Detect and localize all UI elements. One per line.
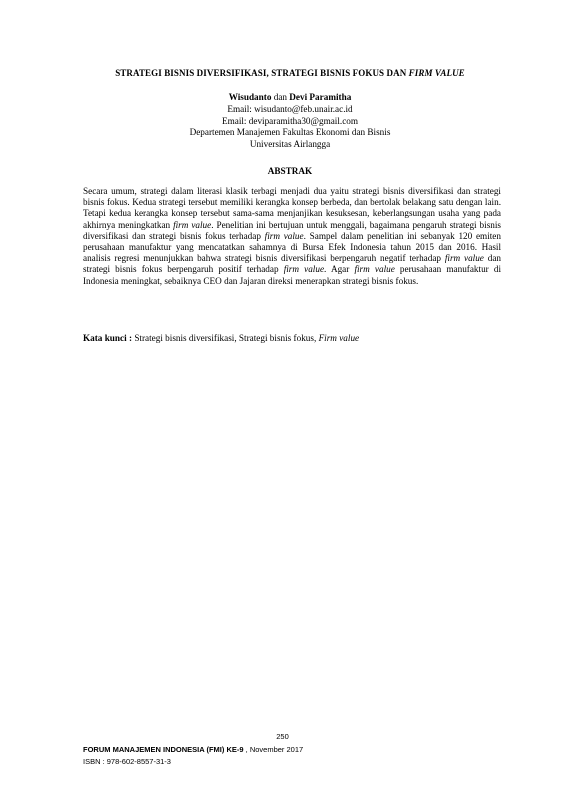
abstract-term-5: firm value	[354, 264, 395, 275]
affiliation-university: Universitas Airlangga	[249, 139, 331, 150]
abstract-text-6: perusahaan manufaktur di Indonesia meningkat, sebaiknya CEO dan Jajaran direksi menerapkan strategi bisnis fokus.	[83, 264, 501, 286]
abstract-body	[83, 186, 501, 287]
keywords-italic: Firm value	[318, 333, 360, 343]
footer-forum	[83, 744, 303, 756]
abstract-text-5: . Agar	[324, 264, 355, 275]
author-1: Wisudanto	[228, 92, 272, 102]
footer-forum-name: FORUM MANAJEMEN INDONESIA (FMI) KE-9	[83, 745, 244, 754]
abstract-text-3: . Sampel dalam penelitian ini sebanyak 120 emiten perusahaan manufaktur yang mencatatkan sahamnya di Bursa Efek Indonesia tahun 2015 dan 2016. Hasil analisis regresi menunjukkan bahwa strategi bisnis diversifikasi berpengaruh negatif terhadap	[83, 230, 501, 264]
abstract-text-1: Secara umum, strategi dalam literasi klasik terbagi menjadi dua yaitu strategi bisnis diversifikasi dan strategi bisnis fokus. Kedua strategi tersebut memiliki kerangka konsep berbeda, dan bertolak belakang satu dengan lain. Tetapi kedua kerangka konsep tersebut sama-sama menjanjikan kesuksesan, keberlangsungan usaha yang pada akhirnya meningkatkan	[83, 186, 501, 230]
abstract-term-2: firm value	[264, 230, 304, 241]
abstract-term-4: firm value	[283, 264, 325, 275]
abstract-term-3: firm value	[444, 253, 484, 264]
keywords	[83, 333, 513, 343]
email-2: Email: deviparamitha30@gmail.com	[221, 115, 359, 126]
abstract-text-2: . Penelitian ini bertujuan untuk menggali, bagaimana pengaruh strategi bisnis diversifikasi dan strategi bisnis fokus terhadap	[83, 219, 501, 241]
title-italic: FIRM VALUE	[408, 68, 465, 78]
keywords-text: Strategi bisnis diversifikasi, Strategi bisnis fokus,	[132, 333, 319, 343]
paper-title	[60, 68, 520, 78]
author-block	[60, 92, 520, 151]
page-number: 250	[276, 732, 289, 741]
footer-forum-date: , November 2017	[243, 745, 304, 754]
footer-isbn: ISBN : 978-602-8557-31-3	[83, 757, 171, 766]
abstract-text-4: dan strategi bisnis fokus berpengaruh positif terhadap	[83, 253, 501, 275]
footer	[83, 744, 303, 768]
author-joiner: dan	[271, 92, 290, 102]
email-1: Email: wisudanto@feb.unair.ac.id	[227, 103, 353, 114]
title-main: STRATEGI BISNIS DIVERSIFIKASI, STRATEGI BISNIS FOKUS DAN	[115, 68, 409, 78]
abstract-term-1: firm value	[173, 219, 212, 230]
author-2: Devi Paramitha	[289, 92, 352, 102]
author-names	[60, 92, 520, 104]
keywords-label: Kata kunci :	[83, 333, 133, 343]
affiliation-department: Departemen Manajemen Fakultas Ekonomi dan Bisnis	[189, 127, 391, 138]
abstract-heading: ABSTRAK	[267, 166, 313, 176]
